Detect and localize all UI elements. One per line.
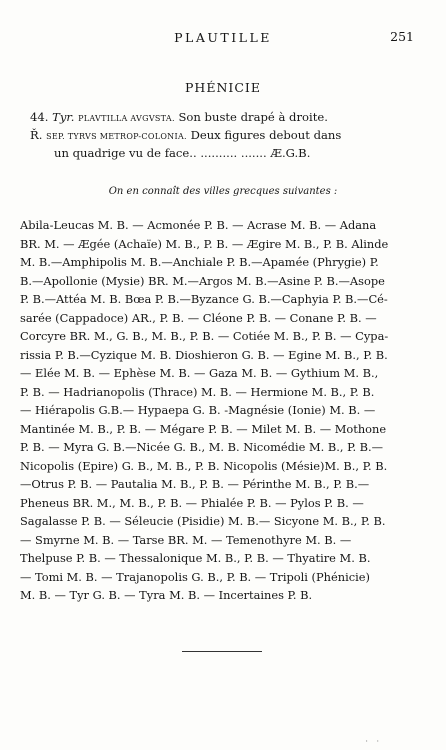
reverse-text: Deux figures debout dans — [190, 128, 342, 142]
city-list-line: BR. M. — Ægée (Achaïe) M. B., P. B. — Ægire M. B., P. B. Alinde — [20, 236, 389, 251]
city-list-line: — Smyrne M. B. — Tarse BR. M. — Temenothyre M. B. — — [20, 532, 352, 547]
city-list-line: sarée (Cappadoce) AR., P. B. — Cléone P. B. — Conane P. B. — — [20, 310, 377, 325]
city-list-line: P. B. — Hadrianopolis (Thrace) M. B. — Hermione M. B., P. B. — [20, 384, 375, 399]
city-list — [20, 216, 424, 605]
obverse-legend: PLAVTILLA AVGVSTA. — [78, 114, 175, 123]
city-list-line: Pheneus BR. M., M. B., P. B. — Phialée P. B. — Pylos P. B. — — [20, 495, 364, 510]
city-list-line: Corcyre BR. M., G. B., M. B., P. B. — Cotiée M. B., P. B. — Cypa- — [20, 329, 389, 343]
coin-entry-obverse — [30, 109, 420, 127]
city-list-line: —Otrus P. B. — Pautalia M. B., P. B. — Périnthe M. B., P. B.— — [20, 477, 370, 491]
entry-number: 44. — [30, 110, 49, 124]
city-list-line: P. B.—Attéa M. B. Bœa P. B.—Byzance G. B.—Caphyia P. B.—Cé- — [20, 292, 388, 306]
reverse-legend: SEP. TYRVS METROP-COLONIA. — [46, 132, 187, 141]
city-list-line: Sagalasse P. B. — Séleucie (Pisidie) M. B.— Sicyone M. B., P. B. — [20, 514, 386, 528]
city-list-line: Mantinée M. B., P. B. — Mégare P. B. — Milet M. B. — Mothone — [20, 421, 387, 436]
city-list-line: Abila-Leucas M. B. — Acmonée P. B. — Acrase M. B. — Adana — [20, 218, 377, 232]
reverse-text-continued: un quadrige vu de face.. .......... ....... Æ.G.B. — [54, 146, 311, 160]
city-list-line: M. B.—Amphipolis M. B.—Anchiale P. B.—Apamée (Phrygie) P. — [20, 255, 379, 269]
closing-rule — [182, 651, 262, 652]
city-list-line: P. B. — Myra G. B.—Nicée G. B., M. B. Nicomédie M. B., P. B.— — [20, 440, 384, 454]
city-list-line: — Tomi M. B. — Trajanopolis G. B., P. B. — Tripoli (Phénicie) — [20, 569, 370, 584]
printer-mark: · · — [365, 737, 382, 746]
city-list-line: rissia P. B.—Cyzique M. B. Dioshieron G. B. — Egine M. B., P. B. — [20, 347, 388, 362]
city-list-line: Thelpuse P. B. — Thessalonique M. B., P. B. — Thyatire M. B. — [20, 551, 371, 565]
running-title: PLAUTILLE — [174, 30, 272, 45]
city-list-line: B.—Apollonie (Mysie) BR. M.—Argos M. B.—Asine P. B.—Asope — [20, 273, 385, 288]
city-list-line: M. B. — Tyr G. B. — Tyra M. B. — Incertaines P. B. — [20, 588, 313, 602]
reverse-mark: Ř. — [30, 128, 43, 142]
city-list-line: — Hiérapolis G.B.— Hypaepa G. B. -Magnésie (Ionie) M. B. — — [20, 403, 376, 417]
obverse-city: Tyr. — [52, 110, 75, 124]
page-number: 251 — [390, 29, 414, 44]
city-list-line: — Elée M. B. — Ephèse M. B. — Gaza M. B. — Gythium M. B., — [20, 366, 379, 380]
obverse-text: Son buste drapé à droite. — [178, 110, 328, 124]
section-title: PHÉNICIE — [185, 80, 261, 95]
coin-entry-reverse — [30, 127, 420, 161]
city-list-line: Nicopolis (Epire) G. B., M. B., P. B. Nicopolis (Mésie)M. B., P. B. — [20, 458, 388, 473]
intro-line: On en connaît des villes grecques suivantes : — [108, 186, 338, 197]
